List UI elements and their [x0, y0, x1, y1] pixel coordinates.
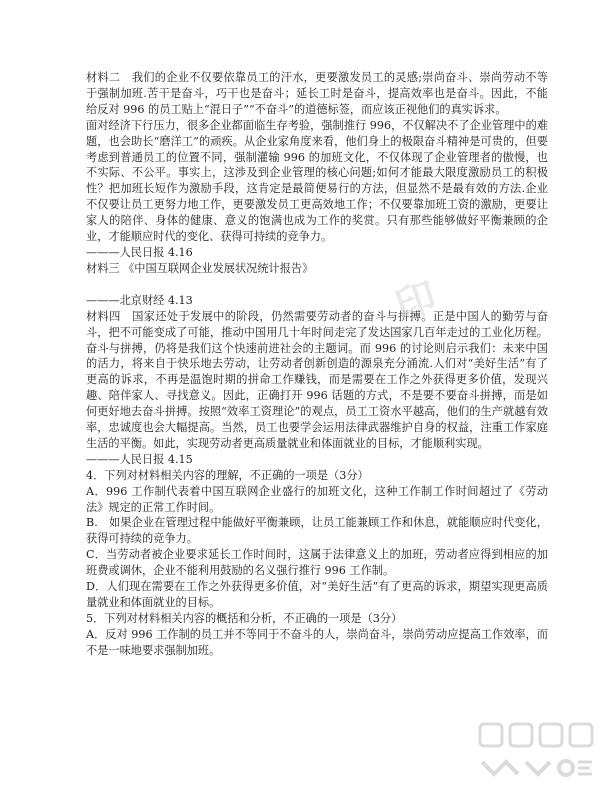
- faint-watermark: 印: [390, 273, 447, 331]
- material-3-source: ———北京财经 4.13: [86, 293, 193, 307]
- material-4-source: ———人民日报 4.15: [86, 452, 193, 466]
- material-2-body: 面对经济下行压力，很多企业都面临生存考验，强制推行 996，不仅解决不了企业管理中的难题，也会助长“磨洋工”的顽疾。从企业家角度来看，他们身上的极限奋斗精神是可贵的，但要考虑到普通员工的位置不同，强制灌输 996 的加班文化，不仅体现了企业管理者的傲慢，也不实际、不公平。事实上，这涉及到企业管理的核心问题;如何才能最大限度激励员工的积极性？把加班长短作为激励手段，这肯定是最简便易行的方法，但显然不是最有效的方法.企业不仅要让员工更努力地工作，更要激发员工更高效地工作；不仅要靠加班工资的激励，更要让家人的陪伴、身体的健康、意义的饱满也成为工作的奖赏。只有那些能够做好平衡兼顾的企业，才能顺应时代的变化、获得可持续的竞争力。: [86, 118, 548, 244]
- document-body: [86, 70, 548, 659]
- material-2-intro: 材料二 我们的企业不仅要依靠员工的汗水，更要激发员工的灵感;崇尚奋斗、崇尚劳动不等于强制加班.苦干是奋斗，巧干也是奋斗；延长工时是奋斗，提高效率也是奋斗。因此，不能给反对 996 的员工贴上“混日子”“不奋斗”的道德标签，而应该正视他们的真实诉求。: [86, 71, 548, 116]
- question-4-stem: 4．下列对材料相关内容的理解，不正确的一项是（3分）: [86, 468, 369, 482]
- site-logo-watermark: [474, 716, 602, 786]
- question-4-option-a: A．996 工作制代表着中国互联网企业盛行的加班文化，这种工作制工作时间超过了《劳动法》规定的正常工作时间。: [86, 484, 548, 514]
- question-5-option-a: A．反对 996 工作制的员工并不等同于不奋斗的人，崇尚奋斗，崇尚劳动应提高工作效率，而不是一味地要求强制加班。: [86, 627, 548, 657]
- question-4-option-b: B. 如果企业在管理过程中能做好平衡兼顾，让员工能兼顾工作和休息，就能顺应时代变化，获得可持续的竞争力。: [86, 516, 548, 546]
- material-2-source: ———人民日报 4.16: [86, 245, 193, 259]
- question-5-stem: 5．下列对材料相关内容的概括和分析，不正确的一项是（3分）: [86, 611, 403, 625]
- material-4-body: 材料四 国家还处于发展中的阶段，仍然需要劳动者的奋斗与拼搏。正是中国人的勤劳与奋斗，把不可能变成了可能，推动中国用几十年时间走完了发达国家几百年走过的工业化历程。奋斗与拼搏，仍将是我们这个快速前进社会的主题词。而 996 的讨论则启示我们：未来中国的活力，将来自于快乐地去劳动，让劳动者创新创造的源泉充分涌流.人们对“美好生活”有了更高的诉求，不再是温饱时期的拼命工作赚钱，而是需要在工作之外获得更多价值，发现兴趣、陪伴家人、寻找意义。因此，正确打开 996 话题的方式，不是要不要奋斗拼搏，而是如何更好地去奋斗拼搏。按照“效率工资理论”的观点，员工工资水平越高，他们的生产就越有效率，忠诚度也会大幅提高。当然，员工也要学会运用法律武器维护自身的权益，注重工作家庭生活的平衡。如此，实现劳动者更高质量就业和体面就业的目标，才能顺利实现。: [86, 309, 548, 450]
- material-3-figure-gap: [86, 277, 548, 293]
- question-4-option-c: C．当劳动者被企业要求延长工作时间时，这属于法律意义上的加班，劳动者应得到相应的加班费或调休，企业不能利用鼓励的名义强行推行 996 工作制。: [86, 548, 548, 578]
- question-4-option-d: D．人们现在需要在工作之外获得更多价值，对“美好生活”有了更高的诉求，期望实现更高质量就业和体面就业的目标。: [86, 580, 548, 609]
- material-3-title: 材料三 《中国互联网企业发展状况统计报告》: [86, 261, 314, 275]
